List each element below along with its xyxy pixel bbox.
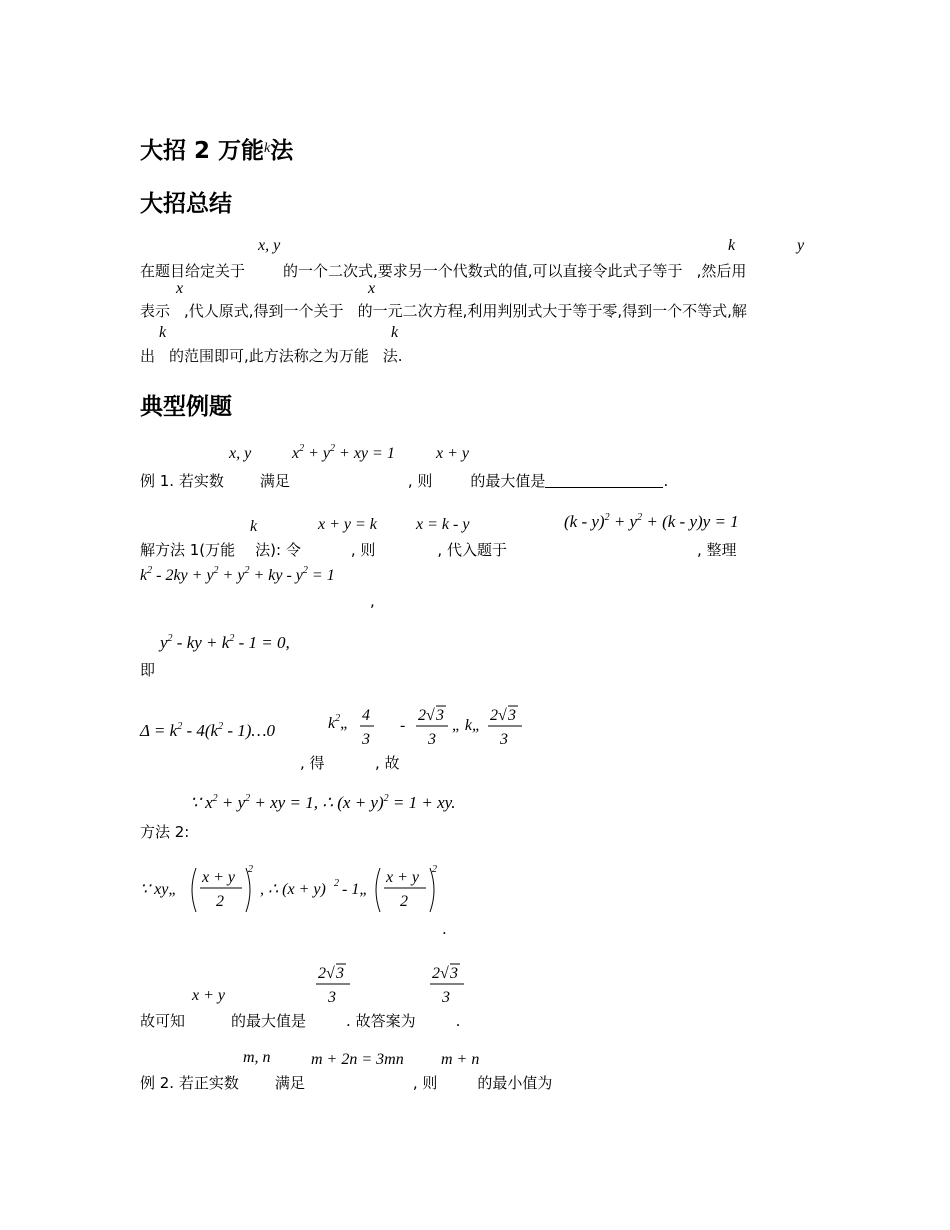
math-method2-inequality bbox=[138, 860, 458, 920]
math-x: x bbox=[176, 280, 184, 297]
ji-label: 即 bbox=[140, 661, 156, 679]
svg-text:√: √ bbox=[498, 707, 507, 724]
svg-text:, ∴ (x + y): , ∴ (x + y) bbox=[260, 881, 326, 898]
svg-text:x + y: x + y bbox=[386, 869, 419, 886]
math-k: k bbox=[250, 518, 258, 535]
math-discriminant: $\Delta = k^2 - 4(k^2$ - 1)…0 bbox=[140, 721, 276, 740]
dot: . bbox=[442, 920, 447, 938]
math-condition: m + 2n = 3mn bbox=[311, 1051, 404, 1068]
svg-text:-: - bbox=[400, 717, 406, 734]
math-x-expr: x = k - y bbox=[416, 516, 470, 533]
solution-1-line: 解方法 1(万能 法): 令 , 则 , 代入题于 , 整理 bbox=[140, 541, 737, 559]
math-target: m + n bbox=[441, 1051, 480, 1068]
math-k: k bbox=[391, 324, 399, 341]
svg-text:„ k„: „ k„ bbox=[452, 717, 481, 734]
math-y: y bbox=[797, 237, 805, 254]
svg-text:3: 3 bbox=[428, 731, 436, 748]
svg-text:3: 3 bbox=[362, 731, 370, 748]
math-fractions bbox=[358, 700, 528, 752]
svg-text:3: 3 bbox=[508, 707, 516, 724]
svg-text:√: √ bbox=[326, 965, 335, 982]
text-de: , 得 bbox=[300, 754, 325, 772]
svg-text:2: 2 bbox=[318, 965, 326, 982]
math-k2-bound: $k^2„$ bbox=[328, 713, 350, 732]
svg-text:3: 3 bbox=[328, 989, 336, 1006]
svg-text:3: 3 bbox=[450, 965, 458, 982]
svg-text:2: 2 bbox=[248, 864, 253, 875]
math-let: x + y = k bbox=[318, 516, 377, 533]
math-condition: $x^2 + y^2$ + xy = 1 bbox=[292, 443, 395, 462]
svg-text:- 1„: - 1„ bbox=[342, 881, 369, 898]
math-xy: x, y bbox=[258, 237, 281, 254]
math-quadratic: $y^2$ - ky + $k^2 - 1 = 0$, bbox=[160, 633, 290, 652]
examples-heading: 典型例题 bbox=[140, 394, 232, 420]
svg-text:2: 2 bbox=[432, 965, 440, 982]
page-title: 大招 2 万能$^k$法 bbox=[140, 138, 294, 164]
math-substitution: $(k - y)^2 + y^2 + (k - y)y = 1$ bbox=[564, 512, 739, 531]
summary-line-1: 在题目给定关于 的一个二次式,要求另一个代数式的值,可以直接令此式子等于 ,然后用 bbox=[140, 262, 747, 280]
svg-text:4: 4 bbox=[362, 707, 370, 724]
answer-blank[interactable] bbox=[545, 473, 663, 488]
svg-text:x + y: x + y bbox=[202, 869, 235, 886]
math-fraction-answer bbox=[314, 958, 354, 1008]
math-target: x + y bbox=[436, 445, 469, 462]
text-gu: , 故 bbox=[375, 754, 400, 772]
svg-text:2: 2 bbox=[432, 864, 437, 875]
math-since: ∵ $x^2 + y^2$ + xy = 1, ∴ $(x + y)^2 = 1$ + xy. bbox=[190, 793, 456, 812]
comma: , bbox=[370, 592, 375, 610]
svg-text:2: 2 bbox=[216, 893, 224, 910]
svg-text:3: 3 bbox=[336, 965, 344, 982]
math-x: x bbox=[368, 280, 376, 297]
summary-line-3: 出 的范围即可,此方法称之为万能 法. bbox=[140, 347, 403, 365]
conclusion-line: 故可知 的最大值是 . 故答案为 . bbox=[140, 1012, 461, 1030]
svg-text:2: 2 bbox=[490, 707, 498, 724]
svg-text:√: √ bbox=[426, 707, 435, 724]
math-k: k bbox=[159, 324, 167, 341]
svg-text:2: 2 bbox=[418, 707, 426, 724]
math-fraction-answer bbox=[428, 958, 468, 1008]
svg-text:3: 3 bbox=[442, 989, 450, 1006]
summary-heading: 大招总结 bbox=[140, 191, 232, 217]
svg-text:3: 3 bbox=[436, 707, 444, 724]
example-2-line: 例 2. 若正实数 满足 , 则 的最小值为 bbox=[140, 1074, 553, 1092]
svg-text:3: 3 bbox=[500, 731, 508, 748]
example-1-line: 例 1. 若实数 满足 , 则 的最大值是 . bbox=[140, 472, 669, 490]
svg-text:2: 2 bbox=[400, 893, 408, 910]
math-xy: x, y bbox=[229, 445, 252, 462]
summary-line-2: 表示 ,代人原式,得到一个关于 的一元二次方程,利用判别式大于等于零,得到一个不等式,解 bbox=[140, 302, 747, 320]
math-mn: m, n bbox=[243, 1049, 271, 1066]
method-2-label: 方法 2: bbox=[140, 823, 190, 841]
svg-text:√: √ bbox=[440, 965, 449, 982]
math-k: k bbox=[728, 237, 736, 254]
svg-text:2: 2 bbox=[334, 878, 339, 889]
math-expand: $k^2 - 2ky + y^2 + y^2$ + ky - $y^2 = 1$ bbox=[140, 565, 335, 584]
svg-text:∵ xy„: ∵ xy„ bbox=[140, 881, 178, 898]
math-target: x + y bbox=[192, 987, 225, 1004]
